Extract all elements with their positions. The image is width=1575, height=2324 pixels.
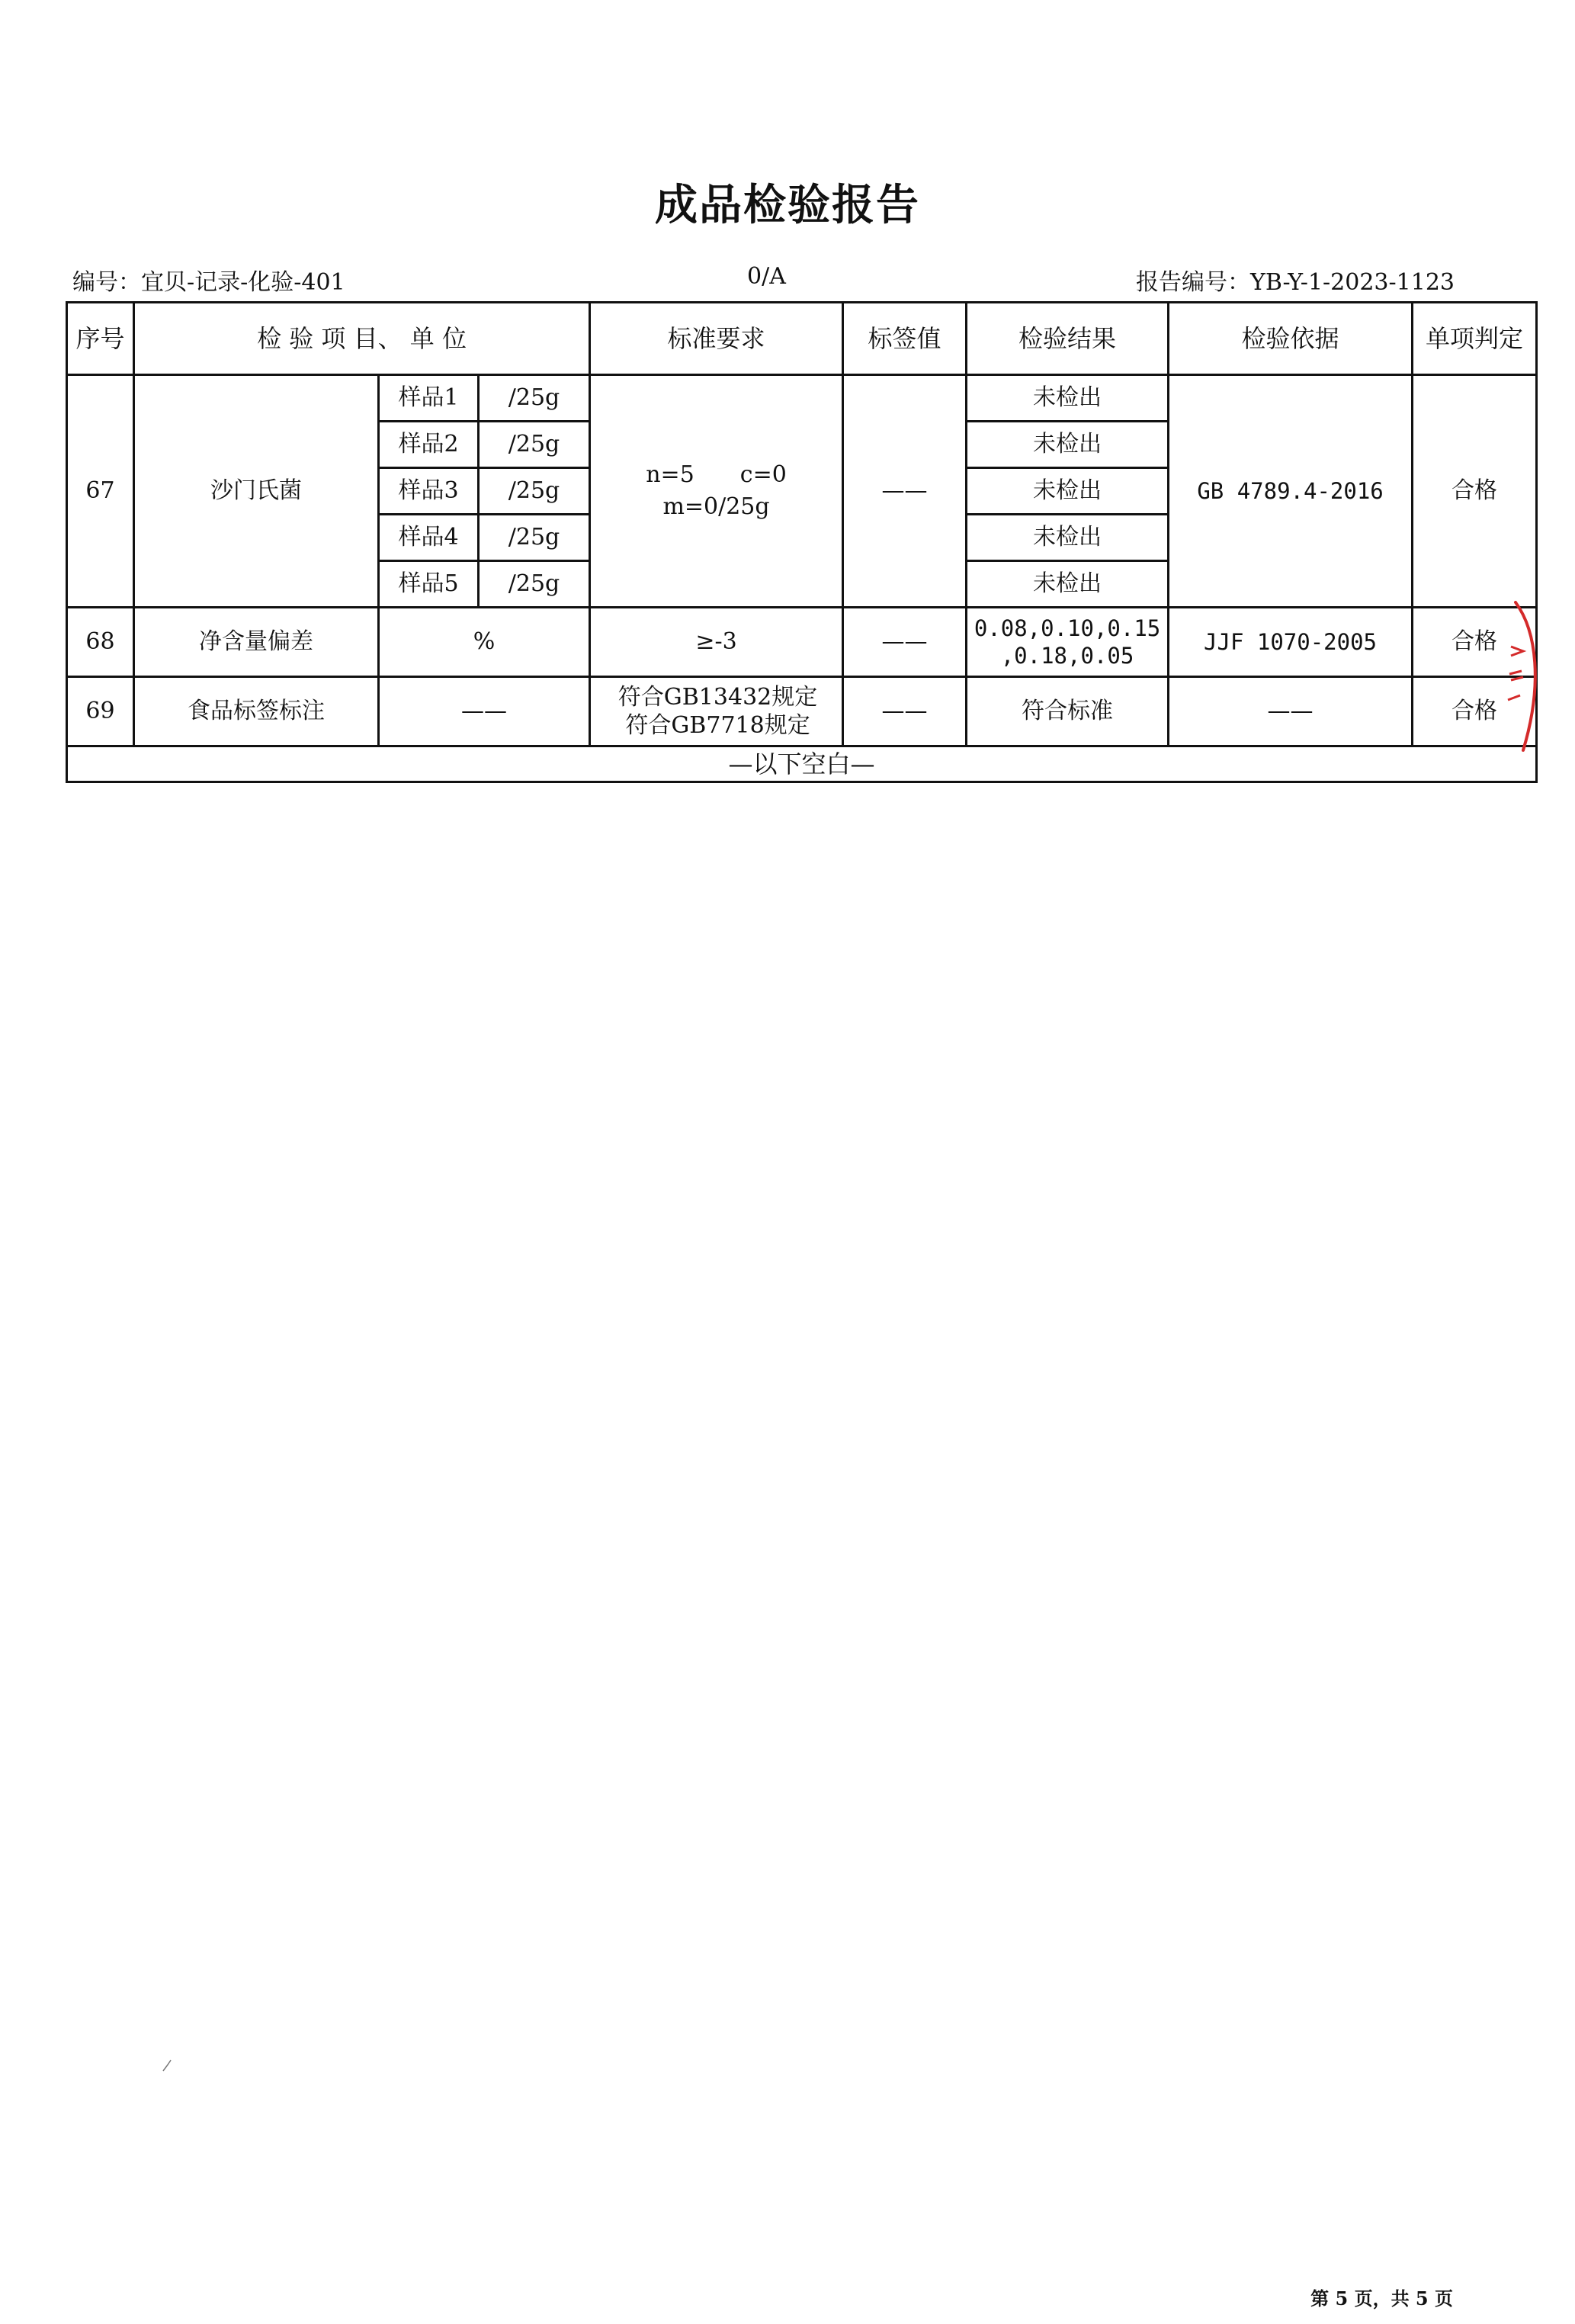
sample-name: 样品5 bbox=[379, 561, 479, 608]
row69-label-value: —— bbox=[843, 677, 967, 746]
sample-unit: /25g bbox=[479, 515, 590, 561]
row69-standard-line1: 符合GB13432规定 bbox=[617, 683, 818, 711]
sample-result: 未检出 bbox=[967, 561, 1169, 608]
sample-unit: /25g bbox=[479, 561, 590, 608]
row68-result-line2: ,0.18,0.05 bbox=[1000, 643, 1134, 669]
row67-standard-line2: m=0/25g bbox=[662, 493, 770, 520]
sample-name: 样品2 bbox=[379, 422, 479, 468]
sample-result: 未检出 bbox=[967, 515, 1169, 561]
header-basis: 检验依据 bbox=[1169, 303, 1413, 375]
sample-name: 样品1 bbox=[379, 375, 479, 422]
pen-mark bbox=[162, 2059, 174, 2072]
table-row bbox=[67, 608, 1537, 677]
header-seq: 序号 bbox=[67, 303, 134, 375]
report-number: 报告编号：YB-Y-1-2023-1123 bbox=[1136, 269, 1455, 296]
header-judgement: 单项判定 bbox=[1413, 303, 1537, 375]
header-item-unit: 检 验 项 目、 单 位 bbox=[134, 303, 590, 375]
page-footer: 第 5 页，共 5 页 bbox=[1310, 2287, 1453, 2310]
sample-unit: /25g bbox=[479, 468, 590, 515]
row68-result bbox=[967, 608, 1169, 677]
row69-seq: 69 bbox=[67, 677, 134, 746]
header-result: 检验结果 bbox=[967, 303, 1169, 375]
record-number: 编号：宜贝-记录-化验-401 bbox=[72, 269, 345, 296]
row68-label-value: —— bbox=[843, 608, 967, 677]
row69-judgement: 合格 bbox=[1413, 677, 1537, 746]
version-number: 0/A bbox=[747, 263, 786, 290]
blank-note-row bbox=[67, 746, 1537, 782]
sample-result: 未检出 bbox=[967, 422, 1169, 468]
sample-result: 未检出 bbox=[967, 468, 1169, 515]
row68-seq: 68 bbox=[67, 608, 134, 677]
row67-standard bbox=[590, 375, 843, 608]
row67-seq: 67 bbox=[67, 375, 134, 608]
row69-result: 符合标准 bbox=[967, 677, 1169, 746]
row69-unit: —— bbox=[379, 677, 590, 746]
row67-judgement: 合格 bbox=[1413, 375, 1537, 608]
sample-unit: /25g bbox=[479, 422, 590, 468]
table-row bbox=[67, 375, 1537, 422]
header-standard: 标准要求 bbox=[590, 303, 843, 375]
sample-name: 样品4 bbox=[379, 515, 479, 561]
row68-result-line1: 0.08,0.10,0.15 bbox=[974, 615, 1161, 641]
row68-standard: ≥-3 bbox=[590, 608, 843, 677]
header-label-value: 标签值 bbox=[843, 303, 967, 375]
row67-basis: GB 4789.4-2016 bbox=[1169, 375, 1413, 608]
inspection-table bbox=[66, 301, 1538, 783]
report-title: 成品检验报告 bbox=[655, 180, 920, 230]
row69-basis: —— bbox=[1169, 677, 1413, 746]
row67-item: 沙门氏菌 bbox=[134, 375, 379, 608]
row67-label-value: —— bbox=[843, 375, 967, 608]
blank-note: —以下空白— bbox=[67, 746, 1537, 782]
red-seal-stamp bbox=[1500, 601, 1546, 753]
row69-standard-line2: 符合GB7718规定 bbox=[625, 712, 810, 739]
row68-item: 净含量偏差 bbox=[134, 608, 379, 677]
row69-standard bbox=[590, 677, 843, 746]
table-row bbox=[67, 677, 1537, 746]
row68-basis: JJF 1070-2005 bbox=[1169, 608, 1413, 677]
sample-name: 样品3 bbox=[379, 468, 479, 515]
row69-item: 食品标签标注 bbox=[134, 677, 379, 746]
sample-result: 未检出 bbox=[967, 375, 1169, 422]
row68-unit: % bbox=[379, 608, 590, 677]
header-row bbox=[67, 303, 1537, 375]
sample-unit: /25g bbox=[479, 375, 590, 422]
row68-judgement: 合格 bbox=[1413, 608, 1537, 677]
row67-standard-line1: n=5 c=0 bbox=[646, 461, 787, 488]
